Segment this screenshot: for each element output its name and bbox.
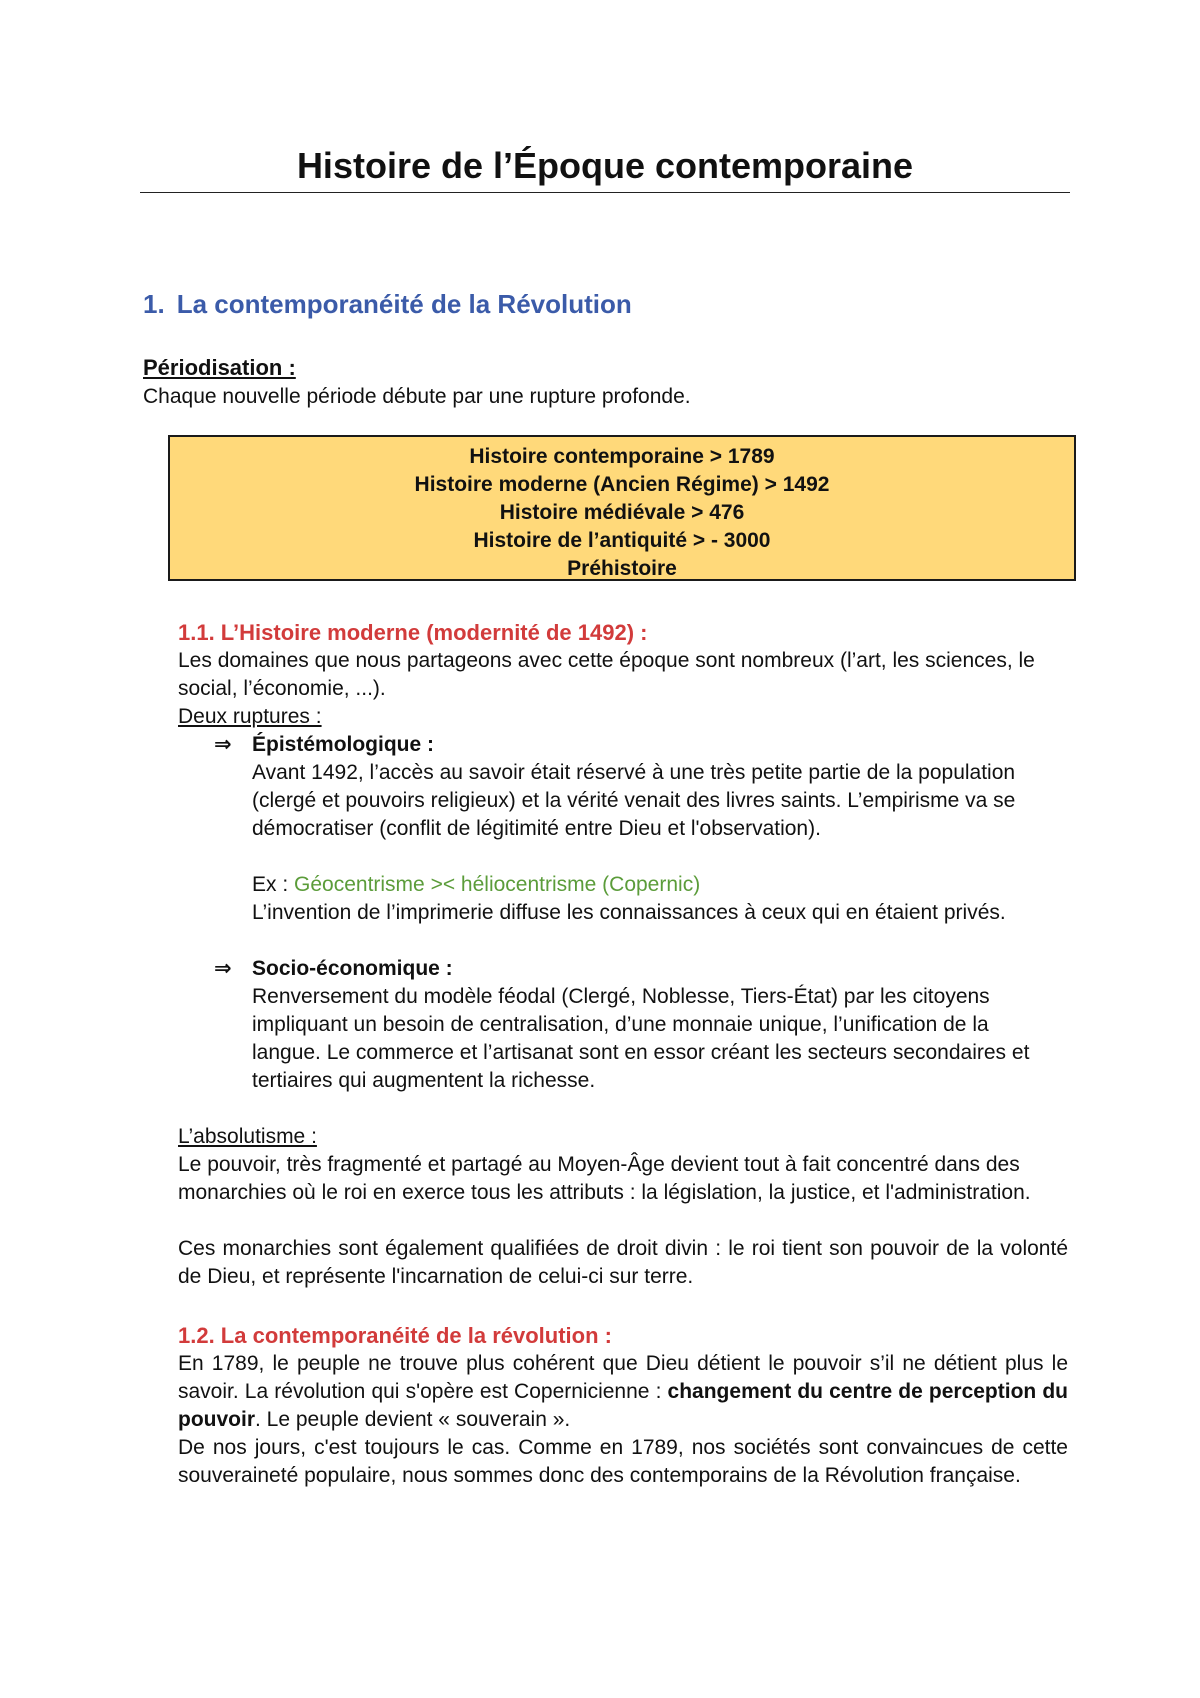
section-1-number: 1. — [143, 289, 165, 319]
periodisation-text: Chaque nouvelle période débute par une rupture profonde. — [143, 385, 691, 408]
section-1-1-heading: 1.1. L’Histoire moderne (modernité de 1492) : — [178, 620, 648, 645]
arrow-icon: ⇒ — [214, 957, 232, 980]
section-1-1-intro: Les domaines que nous partageons avec cette époque sont nombreux (l’art, les sciences, le social, l’économie, ...). — [178, 649, 1035, 700]
section-1-title: La contemporanéité de la Révolution — [176, 289, 632, 319]
rupture-epistemologique — [214, 731, 434, 759]
section-1-2-paragraph-1 — [178, 1350, 1068, 1434]
absolutisme-paragraph-1: Le pouvoir, très fragmenté et partagé au Moyen-Âge devient tout à fait concentré dans des monarchies où le roi en exerce tous les attributs : la législation, la justice, et l'administration. — [178, 1153, 1031, 1204]
timeline-entry: Histoire contemporaine > 1789 — [469, 445, 775, 468]
absolutisme-label: L’absolutisme : — [178, 1125, 317, 1148]
timeline-entry: Préhistoire — [567, 557, 677, 580]
title-underline — [140, 192, 1070, 193]
rupture-label: Épistémologique : — [252, 733, 435, 756]
document-title: Histoire de l’Époque contemporaine — [296, 145, 914, 186]
rupture-epistemologique-text-2: L’invention de l’imprimerie diffuse les connaissances à ceux qui en étaient privés. — [252, 901, 1006, 924]
timeline-box — [168, 435, 1076, 581]
absolutisme-paragraph-2: Ces monarchies sont également qualifiées de droit divin : le roi tient son pouvoir de la volonté de Dieu, et représente l'incarnation de celui-ci sur terre. — [178, 1237, 1068, 1288]
rupture-label: Socio-économique : — [252, 957, 453, 980]
example-prefix: Ex : — [252, 873, 295, 896]
rupture-socio-economique — [214, 955, 453, 983]
rupture-epistemologique-text: Avant 1492, l’accès au savoir était réservé à une très petite partie de la population (clergé et pouvoirs religieux) et la vérité venait des livres saints. L’empirisme va se démocratiser (conflit de légitimité entre Dieu et l'observation). — [252, 761, 1016, 840]
timeline-entry: Histoire moderne (Ancien Régime) > 1492 — [414, 473, 830, 496]
paragraph-text: . Le peuple devient « souverain ». — [255, 1408, 571, 1431]
example-line — [252, 871, 1062, 899]
ruptures-label: Deux ruptures : — [178, 705, 322, 728]
section-1-2-paragraph-2: De nos jours, c'est toujours le cas. Comme en 1789, nos sociétés sont convaincues de cette souveraineté populaire, nous sommes donc des contemporains de la Révolution française. — [178, 1436, 1068, 1487]
paragraph-text: En 1789, le peuple ne trouve plus cohérent que Dieu détient le pouvoir s’il ne détient plus le savoir. La révolution qui s'opère est Copernicienne : — [178, 1352, 1068, 1403]
arrow-icon: ⇒ — [214, 733, 232, 756]
rupture-socio-economique-text: Renversement du modèle féodal (Clergé, Noblesse, Tiers-État) par les citoyens impliquant un besoin de centralisation, d’une monnaie unique, l’unification de la langue. Le commerce et l’artisanat sont en essor créant les secteurs secondaires et tertiaires qui augmentent la richesse. — [252, 985, 1030, 1092]
paragraph-bold-text: changement du centre de perception du pouvoir — [178, 1380, 1069, 1431]
section-1-heading — [143, 287, 632, 321]
section-1-2-heading: 1.2. La contemporanéité de la révolution : — [178, 1323, 612, 1348]
timeline-entry: Histoire médiévale > 476 — [499, 501, 745, 524]
periodisation-label: Périodisation : — [143, 355, 296, 380]
example-text: Géocentrisme >< héliocentrisme (Copernic) — [294, 873, 701, 896]
timeline-entry: Histoire de l’antiquité > - 3000 — [473, 529, 771, 552]
